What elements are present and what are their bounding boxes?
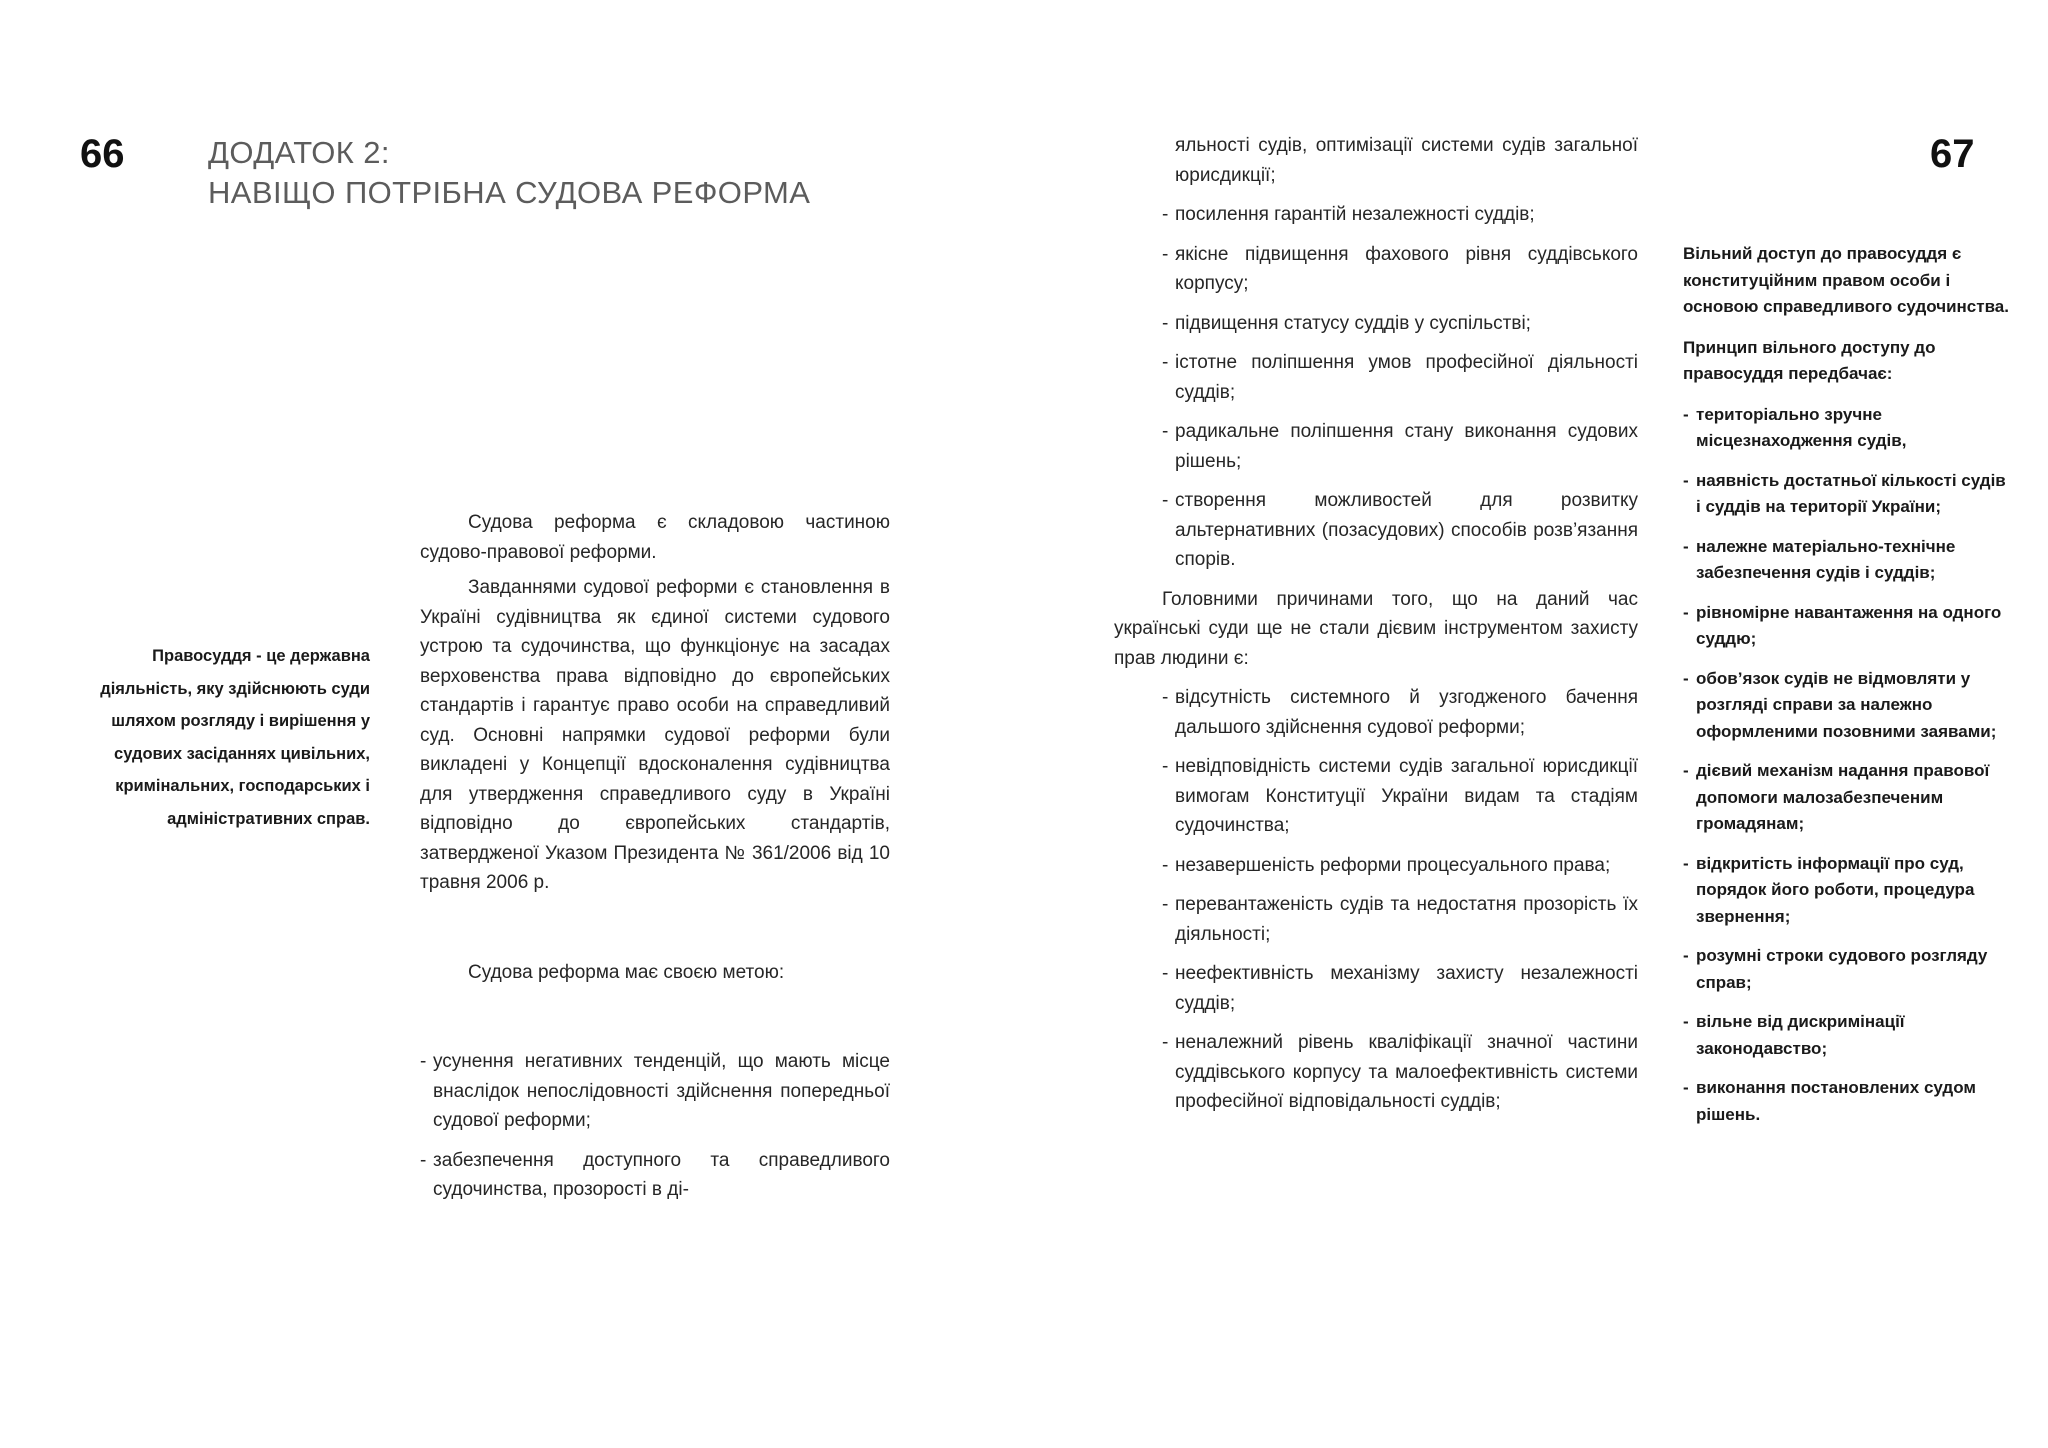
sidebar-list-item: - дієвий механізм надання правової допомоги малозабезпеченим громадянам; bbox=[1683, 761, 1990, 833]
sidebar-list-item: - рівномірне навантаження на одного суддю; bbox=[1683, 602, 2002, 648]
sidebar-list-item-text: виконання постановлених судом рішень. bbox=[1696, 1078, 1976, 1124]
sidebar-paragraph: Вільний доступ до правосуддя є конституційним правом особи і основою справедливого судочинства. bbox=[1683, 244, 2009, 316]
list-item-text: підвищення статусу суддів у суспільстві; bbox=[1175, 312, 1531, 334]
right-sidebar bbox=[1683, 241, 2013, 1141]
left-sidebar-quote bbox=[100, 640, 370, 835]
sidebar-list-item: - обов’язок судів не відмовляти у розгляді справи за належно оформленими позовними заявами; bbox=[1683, 668, 1997, 741]
sidebar-line: шляхом розгляду і вирішення у bbox=[111, 712, 370, 730]
paragraph: Судова реформа має своєю метою: bbox=[468, 961, 785, 983]
sidebar-list-item: - наявність достатньої кількості судів і суддів на території України; bbox=[1683, 470, 2006, 516]
list-item: - невідповідність системи судів загальної юрисдикції вимогам Конституції України видам та стадіям судочинства; bbox=[1162, 756, 1638, 836]
list-item-text: істотне поліпшення умов професійної діяльності суддів; bbox=[1175, 352, 1638, 403]
title-line-1: ДОДАТОК 2: bbox=[208, 135, 390, 170]
list-item-text: невідповідність системи судів загальної юрисдикції вимогам Конституції України видам та стадіям судочинства; bbox=[1175, 756, 1638, 836]
sidebar-list-item: - вільне від дискримінації законодавство; bbox=[1683, 1012, 1905, 1058]
sidebar-line: адміністративних справ. bbox=[167, 809, 370, 828]
sidebar-list-item: - відкритість інформації про суд, порядок його роботи, процедура звернення; bbox=[1683, 853, 1975, 926]
list-item-continuation bbox=[1162, 131, 1638, 190]
list-item: - неналежний рівень кваліфікації значної частини суддівського корпусу та малоефективність системи професійної відповідальності суддів; bbox=[1162, 1032, 1638, 1112]
sidebar-list-item-text: дієвий механізм надання правової допомоги малозабезпеченим громадянам; bbox=[1696, 761, 1990, 833]
list-item-text: забезпечення доступного та справедливого судочинства, прозорості в ді- bbox=[433, 1149, 890, 1200]
sidebar-list-item-text: наявність достатньої кількості судів і суддів на території України; bbox=[1696, 470, 2006, 516]
sidebar-paragraph: Принцип вільного доступу до правосуддя передбачає: bbox=[1683, 337, 1936, 383]
list-item-text: посилення гарантій незалежності суддів; bbox=[1175, 204, 1535, 225]
paragraph: Завданнями судової реформи є становлення в Україні судівництва як єдиної системи судового устрою та судочинства, що функціонує на засадах верховенства права відповідно до європейських стандартів і гарантує право особи на справедливий суд. Основні напрямки судової реформи були викладені у Концепції вдосконалення судівництва для утвердження справедливого суду в Україні відповідно до європейських стандартів, затвердженої Указом Президента № 361/2006 від 10 травня 2006 р. bbox=[420, 577, 890, 893]
list-item-text: перевантаженість судів та недостатня прозорість їх діяльності; bbox=[1175, 894, 1638, 945]
sidebar-list-item: - територіально зручне місцезнаходження судів, bbox=[1683, 404, 1907, 450]
list-item: - забезпечення доступного та справедливого судочинства, прозорості в ді- bbox=[420, 1149, 890, 1200]
list-item: - якісне підвищення фахового рівня суддівського корпусу; bbox=[1162, 243, 1638, 294]
list-item: - перевантаженість судів та недостатня прозорість їх діяльності; bbox=[1162, 894, 1638, 945]
list-item: - створення можливостей для розвитку альтернативних (позасудових) способів розв’язання спорів. bbox=[1162, 490, 1638, 570]
list-item: - підвищення статусу суддів у суспільстві; bbox=[1162, 312, 1531, 334]
list-item-text: неефективність механізму захисту незалежності суддів; bbox=[1175, 963, 1638, 1014]
sidebar-line: судових засіданнях цивільних, bbox=[114, 744, 370, 763]
sidebar-list-item: - належне матеріально-технічне забезпечення судів і суддів; bbox=[1683, 536, 1956, 582]
sidebar-list-item-text: відкритість інформації про суд, порядок його роботи, процедура звернення; bbox=[1696, 853, 1975, 926]
list-item-text: відсутність системного й узгодженого бачення дальшого здійснення судової реформи; bbox=[1175, 687, 1638, 738]
list-item-text: неналежний рівень кваліфікації значної частини суддівського корпусу та малоефективність системи професійної відповідальності суддів; bbox=[1175, 1032, 1638, 1112]
list-item-text: яльності судів, оптимізації системи судів загальної юрисдикції; bbox=[1175, 135, 1638, 186]
page-title bbox=[208, 133, 810, 213]
sidebar-list-item-text: обов’язок судів не відмовляти у розгляді справи за належно оформленими позовними заявами; bbox=[1696, 668, 1997, 741]
list-item-text: створення можливостей для розвитку альтернативних (позасудових) способів розв’язання спорів. bbox=[1175, 490, 1638, 570]
sidebar-list-item: - виконання постановлених судом рішень. bbox=[1683, 1078, 1976, 1124]
list-item: - неефективність механізму захисту незалежності суддів; bbox=[1162, 963, 1638, 1014]
list-item: - істотне поліпшення умов професійної діяльності суддів; bbox=[1162, 352, 1638, 403]
sidebar-list-item-text: розумні строки судового розгляду справ; bbox=[1696, 946, 1988, 992]
text-column-2 bbox=[1114, 131, 1638, 1117]
sidebar-list-item-text: територіально зручне місцезнаходження судів, bbox=[1696, 404, 1907, 450]
sidebar-line: Правосуддя - це державна bbox=[152, 647, 370, 665]
sidebar-list-item: - розумні строки судового розгляду справ; bbox=[1683, 946, 1988, 992]
list-item: - посилення гарантій незалежності суддів; bbox=[1162, 204, 1535, 225]
list-item-text: усунення негативних тенденцій, що мають місце внаслідок непослідовності здійснення попередньої судової реформи; bbox=[433, 1051, 890, 1131]
list-item-text: якісне підвищення фахового рівня суддівського корпусу; bbox=[1175, 243, 1638, 294]
list-item-text: радикальне поліпшення стану виконання судових рішень; bbox=[1175, 421, 1638, 472]
paragraph: Судова реформа є складовою частиною судово-правової реформи. bbox=[420, 512, 890, 563]
title-line-2: НАВІЩО ПОТРІБНА СУДОВА РЕФОРМА bbox=[208, 175, 811, 210]
list-item: - радикальне поліпшення стану виконання судових рішень; bbox=[1162, 421, 1638, 472]
list-item: - незавершеність реформи процесуального права; bbox=[1162, 854, 1611, 876]
sidebar-line: кримінальних, господарських і bbox=[115, 777, 370, 795]
text-column-1 bbox=[420, 508, 890, 1205]
sidebar-list-item-text: рівномірне навантаження на одного суддю; bbox=[1696, 602, 2002, 648]
sidebar-list-item-text: вільне від дискримінації законодавство; bbox=[1696, 1012, 1905, 1058]
sidebar-line: діяльність, яку здійснюють суди bbox=[100, 679, 370, 698]
list-item-text: незавершеність реформи процесуального права; bbox=[1175, 854, 1611, 876]
list-item: - усунення негативних тенденцій, що мають місце внаслідок непослідовності здійснення попередньої судової реформи; bbox=[420, 1051, 890, 1131]
sidebar-list-item-text: належне матеріально-технічне забезпечення судів і суддів; bbox=[1696, 536, 1956, 582]
list-item: - відсутність системного й узгодженого бачення дальшого здійснення судової реформи; bbox=[1162, 687, 1638, 738]
page-number-right: 67 bbox=[1930, 132, 1975, 176]
page-number-left: 66 bbox=[80, 132, 125, 176]
paragraph: Головними причинами того, що на даний час українські суди ще не стали дієвим інструментом захисту прав людини є: bbox=[1114, 588, 1638, 669]
